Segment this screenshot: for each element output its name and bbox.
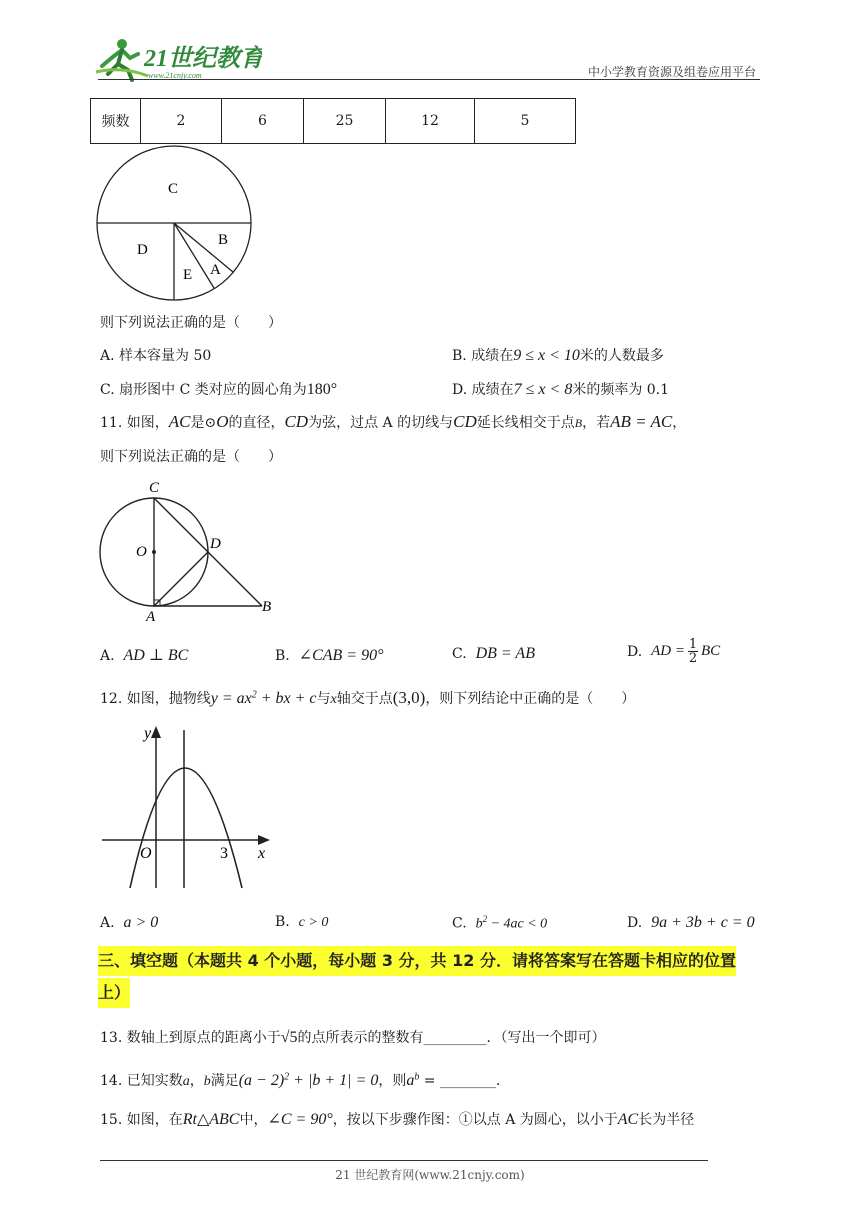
- header-platform-name: 中小学教育资源及组卷应用平台: [587, 65, 756, 79]
- graph-label-three: 3: [220, 845, 228, 862]
- q11-option-d: D. AD = 1 2 BC: [627, 637, 721, 666]
- q10-prompt: 则下列说法正确的是（ ）: [100, 315, 282, 331]
- graph-label-x: x: [258, 845, 266, 862]
- fig11-label-d: D: [210, 536, 221, 552]
- pie-label-a: A: [210, 262, 221, 278]
- pie-label-b: B: [218, 232, 229, 248]
- logo-url: www.21cnjy.com: [148, 71, 202, 80]
- section3-heading-line2: 上）: [98, 978, 130, 1008]
- q11-stem: 11. 如图，AC是⊙O的直径，CD为弦，过点 A 的切线与CD延长线相交于点B，若AB = AC，: [100, 412, 687, 431]
- site-logo: [92, 36, 262, 82]
- pie-label-d: D: [137, 242, 148, 258]
- table-cell: 2: [141, 99, 222, 144]
- q11-option-a: A. AD ⊥ BC: [100, 647, 189, 664]
- fig11-label-a: A: [146, 609, 156, 624]
- pie-chart-figure: [96, 144, 256, 304]
- fig11-label-o: O: [136, 544, 147, 560]
- q10-option-a: A. 样本容量为 50: [100, 348, 212, 364]
- q13-stem: 13. 数轴上到原点的距离小于√5的点所表示的整数有_________．（写出一个即可）: [100, 1029, 606, 1046]
- table-header-cell: 频数: [91, 99, 141, 144]
- pie-label-e: E: [183, 267, 193, 283]
- table-cell: 25: [304, 99, 386, 144]
- frequency-table: [90, 98, 576, 144]
- q11-option-c: C. DB = AB: [452, 645, 535, 662]
- circle-tangent-figure: [94, 474, 284, 624]
- q14-stem: 14. 已知实数a，b满足$(a - 2)^2 + |b + 1| = 0$，则$a^b$ = ________．: [100, 1071, 510, 1089]
- q12-option-a: A. a > 0: [100, 914, 159, 931]
- graph-label-y: y: [144, 725, 152, 742]
- graph-label-origin: O: [140, 845, 152, 862]
- q12-option-d: D. 9a + 3b + c = 0: [627, 914, 755, 931]
- fig11-label-b: B: [262, 599, 272, 615]
- q15-stem: 15. 如图，在Rt△ABC中，∠C = 90°，按以下步骤作图：①以点 A 为圆心，以小于AC长为半径: [100, 1111, 695, 1128]
- q12-option-c: C. $b^2 - 4ac < 0$: [452, 914, 548, 932]
- q12-option-b: B. c > 0: [275, 914, 329, 930]
- q10-option-d: D. 成绩在7 ≤ x < 8米的频率为 0.1: [452, 381, 670, 398]
- logo-title: 21世纪教育: [144, 46, 262, 72]
- pie-label-c: C: [168, 181, 179, 197]
- q11-prompt: 则下列说法正确的是（ ）: [100, 449, 282, 465]
- header-divider: [98, 79, 760, 80]
- q10-option-c: C. 扇形图中 C 类对应的圆心角为180°: [100, 381, 338, 398]
- table-row: [91, 99, 576, 144]
- parabola-graph-figure: [96, 718, 286, 896]
- fig11-label-c: C: [149, 480, 160, 496]
- table-cell: 6: [222, 99, 304, 144]
- table-cell: 5: [475, 99, 576, 144]
- q12-stem: 12. 如图，抛物线$y = ax^2$ + bx + c与x轴交于点(3,0)，则下列结论中正确的是（ ）: [100, 688, 636, 707]
- footer-text: 21 世纪教育网(www.21cnjy.com): [335, 1168, 525, 1182]
- q10-option-b: B. 成绩在9 ≤ x < 10米的人数最多: [452, 347, 664, 364]
- section3-heading-line1: 三、填空题（本题共 4 个小题，每小题 3 分，共 12 分．请将答案写在答题卡相应的位置: [98, 946, 736, 976]
- runner-logo-icon: [92, 36, 262, 82]
- footer-divider: [100, 1160, 708, 1161]
- table-cell: 12: [386, 99, 475, 144]
- q11-option-b: B. ∠CAB = 90°: [275, 647, 384, 664]
